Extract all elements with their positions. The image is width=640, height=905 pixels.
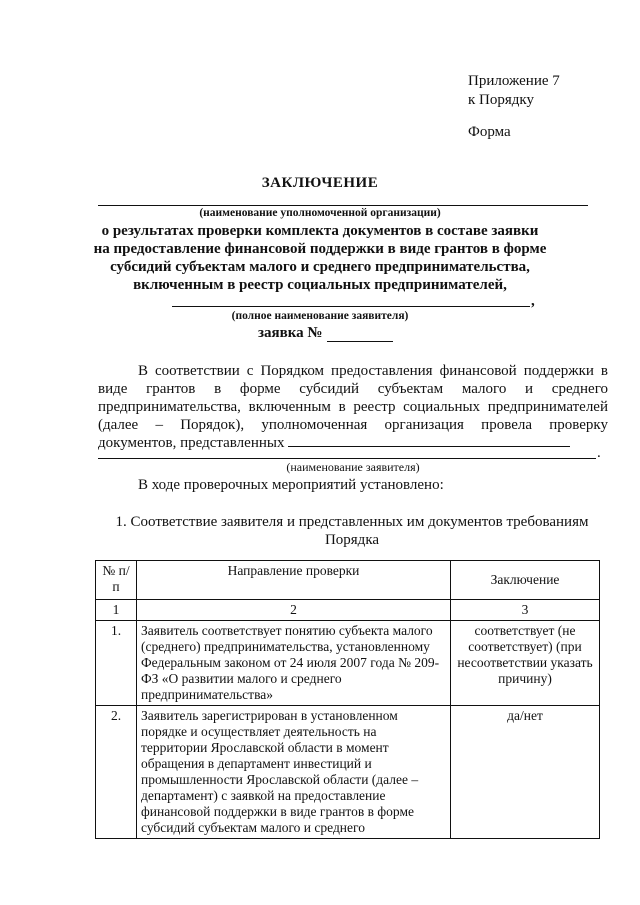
table-row: [96, 621, 600, 706]
row-2-num: 2.: [96, 706, 137, 839]
index-1: 1: [96, 600, 137, 621]
form-label: Форма: [468, 124, 511, 140]
table-header-row: [96, 561, 600, 600]
appendix-line-1: Приложение 7: [468, 73, 560, 89]
applicant-name-line: [98, 458, 596, 459]
intro-text: В соответствии с Порядком предоставления финансовой поддержки в виде грантов в форме субсидий субъектам малого и среднего предпринимательства, включенным в реестр социальных предпринимателей (далее – Порядок), уполномоченная организация провела проверку документов, представленных: [98, 363, 608, 451]
applicant-caption-2: (наименование заявителя): [286, 460, 420, 474]
application-label: заявка №: [258, 325, 323, 341]
org-fill-line: [98, 205, 588, 206]
header-conclusion: Заключение: [451, 561, 600, 600]
section-1-title: [0, 513, 640, 549]
subject-line-1: о результатах проверки комплекта документов в составе заявки: [101, 223, 539, 239]
checks-table: [95, 560, 600, 839]
table-row: [96, 706, 600, 839]
section-1-title-line-2: Порядка: [324, 532, 380, 548]
row-1-conclusion: соответствует (не соответствует) (при несоответствии указать причину): [451, 621, 600, 706]
subject-block: [0, 222, 640, 294]
applicant-fill-line: [172, 306, 530, 307]
table-index-row: [96, 600, 600, 621]
subject-line-2: на предоставление финансовой поддержки в виде грантов в форме: [93, 241, 547, 257]
appendix-note: [468, 72, 560, 110]
findings-intro: В ходе проверочных мероприятий установлено:: [138, 477, 444, 493]
row-1-direction: Заявитель соответствует понятию субъекта малого (среднего) предпринимательства, установленному Федеральным законом от 24 июля 2007 года № 209-ФЗ «О развитии малого и среднего предпринимательства»: [137, 621, 451, 706]
intro-end-period: .: [597, 445, 601, 461]
subject-line-3: субсидий субъектам малого и среднего предпринимательства,: [110, 259, 530, 275]
applicant-line-comma: ,: [531, 293, 535, 309]
appendix-line-2: к Порядку: [468, 92, 534, 108]
header-direction: Направление проверки: [137, 561, 451, 600]
index-3: 3: [451, 600, 600, 621]
applicant-caption: (полное наименование заявителя): [231, 310, 409, 322]
org-caption: (наименование уполномоченной организации): [199, 207, 441, 219]
documents-fill-line: [288, 434, 570, 447]
row-2-conclusion: да/нет: [451, 706, 600, 839]
subject-line-4: включенным в реестр социальных предпринимателей,: [133, 277, 507, 293]
application-number-line: [327, 341, 393, 342]
row-1-num: 1.: [96, 621, 137, 706]
intro-paragraph: [98, 362, 608, 452]
index-2: 2: [137, 600, 451, 621]
row-2-direction: Заявитель зарегистрирован в установленном порядке и осуществляет деятельность на территории Ярославской области в момент обращения в департамент инвестиций и промышленности Ярославской области (далее – департамент) с заявкой на предоставление финансовой поддержки в виде грантов в форме субсидий субъектам малого и среднего: [137, 706, 451, 839]
document-title: ЗАКЛЮЧЕНИЕ: [261, 175, 379, 191]
header-num: № п/п: [96, 561, 137, 600]
section-1-title-line-1: 1. Соответствие заявителя и представленных им документов требованиям: [115, 514, 589, 530]
